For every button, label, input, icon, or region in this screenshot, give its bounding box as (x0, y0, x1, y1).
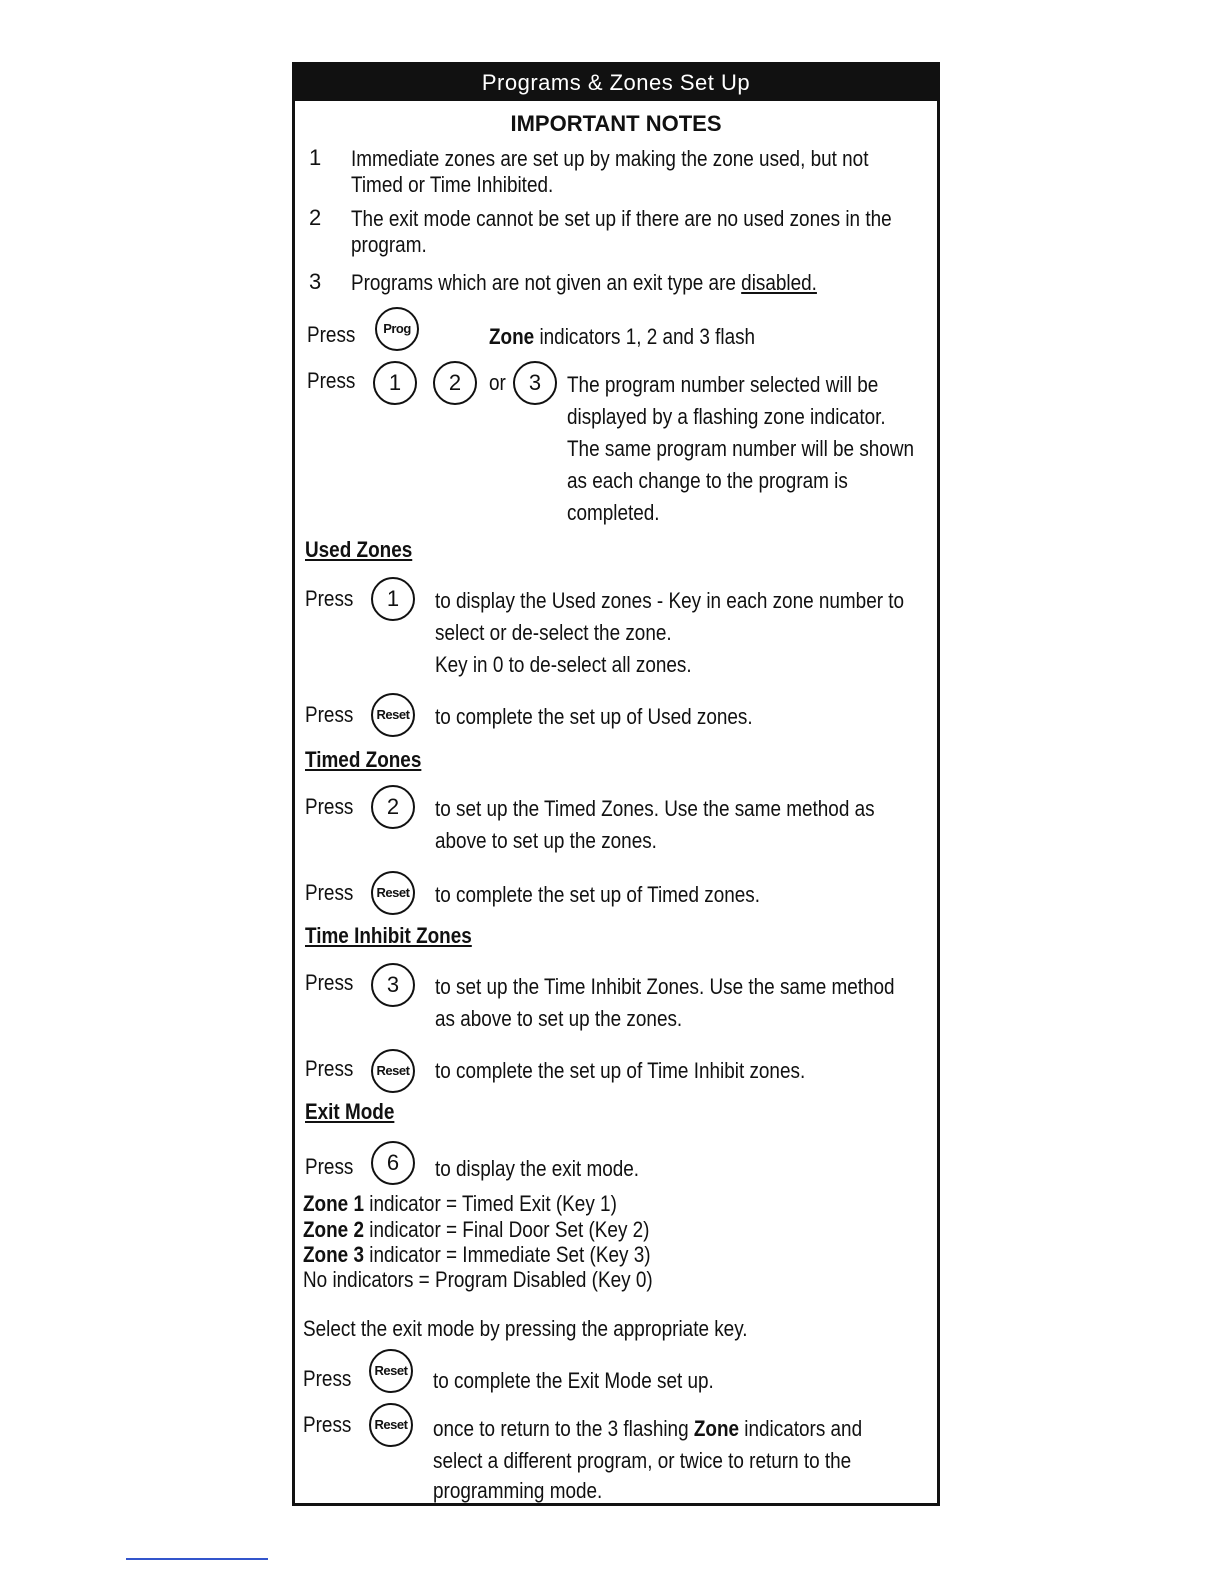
prog-key: Prog (375, 307, 419, 351)
exit-display-text: to display the exit mode. (435, 1156, 640, 1181)
note-2-number: 2 (309, 205, 322, 230)
press-label: Press (305, 794, 354, 819)
note-1-number: 1 (309, 145, 322, 170)
final-line-3: programming mode. (433, 1478, 603, 1503)
reset-key: Reset (371, 693, 415, 737)
used-line-1: to display the Used zones - Key in each zone number to (435, 588, 905, 613)
press-label: Press (305, 880, 354, 905)
exit-mode-heading: Exit Mode (305, 1099, 395, 1124)
note-2-line1: The exit mode cannot be set up if there are no used zones in the (351, 206, 892, 231)
exit-reset-text: to complete the Exit Mode set up. (433, 1368, 714, 1393)
timed-zones-heading: Timed Zones (305, 747, 422, 772)
press-label: Press (303, 1412, 352, 1437)
final-line-2: select a different program, or twice to return to the (433, 1448, 852, 1473)
note-3-text: Programs which are not given an exit type are disabled. (351, 270, 817, 295)
exit-mode-3: Zone 3 indicator = Immediate Set (Key 3) (303, 1242, 651, 1267)
or-label: or (489, 370, 506, 395)
final-line-1: once to return to the 3 flashing Zone indicators and (433, 1416, 863, 1441)
note-1-line2: Timed or Time Inhibited. (351, 172, 554, 197)
exit-select-text: Select the exit mode by pressing the appropriate key. (303, 1316, 748, 1341)
press-label: Press (305, 970, 354, 995)
select-line-3: The same program number will be shown (567, 436, 915, 461)
press-label: Press (303, 1366, 352, 1391)
timed-reset-text: to complete the set up of Timed zones. (435, 882, 760, 907)
disabled-word: disabled. (741, 270, 817, 295)
reset-key: Reset (371, 1049, 415, 1093)
card-title: Programs & Zones Set Up (295, 65, 937, 101)
prog-step-text: Zone indicators 1, 2 and 3 flash (489, 324, 756, 349)
note-2-line2: program. (351, 232, 427, 257)
programs-zones-card (292, 62, 940, 1506)
timed-line-2: above to set up the zones. (435, 828, 657, 853)
key-2: 2 (371, 785, 415, 829)
select-line-2: displayed by a flashing zone indicator. (567, 404, 886, 429)
used-line-3: Key in 0 to de-select all zones. (435, 652, 692, 677)
key-3: 3 (513, 361, 557, 405)
press-label: Press (307, 322, 356, 347)
time-inhibit-heading: Time Inhibit Zones (305, 923, 472, 948)
press-label: Press (305, 586, 354, 611)
reset-key: Reset (369, 1403, 413, 1447)
press-label: Press (305, 1056, 354, 1081)
reset-key: Reset (369, 1349, 413, 1393)
inhibit-line-2: as above to set up the zones. (435, 1006, 683, 1031)
press-label: Press (305, 702, 354, 727)
key-3: 3 (371, 963, 415, 1007)
inhibit-line-1: to set up the Time Inhibit Zones. Use the same method (435, 974, 895, 999)
select-line-4: as each change to the program is (567, 468, 848, 493)
used-line-2: select or de-select the zone. (435, 620, 672, 645)
note-1-line1: Immediate zones are set up by making the zone used, but not (351, 146, 869, 171)
footer-rule (126, 1558, 268, 1560)
select-line-1: The program number selected will be (567, 372, 879, 397)
exit-mode-1: Zone 1 indicator = Timed Exit (Key 1) (303, 1191, 617, 1216)
reset-key: Reset (371, 871, 415, 915)
exit-mode-2: Zone 2 indicator = Final Door Set (Key 2) (303, 1217, 650, 1242)
press-label: Press (307, 368, 356, 393)
notes-title: IMPORTANT NOTES (510, 111, 722, 136)
exit-mode-none: No indicators = Program Disabled (Key 0) (303, 1267, 653, 1292)
key-6: 6 (371, 1141, 415, 1185)
press-label: Press (305, 1154, 354, 1179)
key-1: 1 (373, 361, 417, 405)
select-line-5: completed. (567, 500, 660, 525)
key-2: 2 (433, 361, 477, 405)
key-1: 1 (371, 577, 415, 621)
timed-line-1: to set up the Timed Zones. Use the same method as (435, 796, 875, 821)
note-3-number: 3 (309, 269, 322, 294)
used-zones-heading: Used Zones (305, 537, 413, 562)
inhibit-reset-text: to complete the set up of Time Inhibit zones. (435, 1058, 806, 1083)
used-reset-text: to complete the set up of Used zones. (435, 704, 753, 729)
